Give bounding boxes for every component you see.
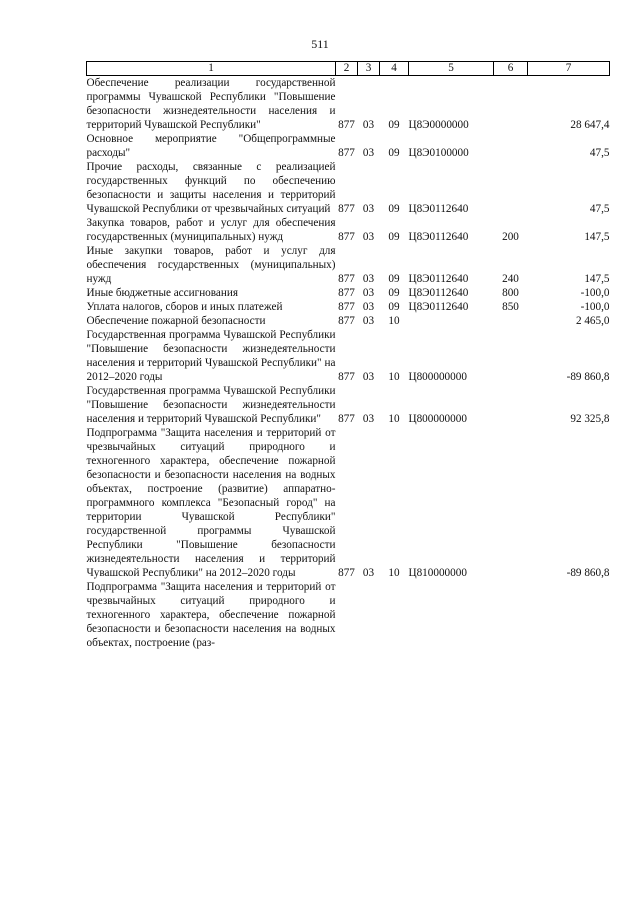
table-row [87,328,610,384]
row-section: 03 [362,413,375,425]
table-row [87,244,610,286]
budget-table [86,61,610,650]
row-subsection: 10 [388,567,400,579]
page-number: 511 [311,37,329,51]
row-subsection: 09 [388,203,400,215]
row-target-article: Ц8Э0112640 [408,287,469,299]
row-amount: 147,5 [584,273,610,285]
row-name: Закупка товаров, работ и услуг для обеспечения государственных (муниципальных) нужд [86,217,336,243]
row-ministry: 877 [338,203,355,215]
row-section: 03 [362,203,375,215]
row-amount: -100,0 [580,301,610,313]
table-row [87,580,610,650]
row-section [358,580,380,650]
row-name: Обеспечение пожарной безопасности [86,315,266,327]
row-expense-type [494,328,528,384]
row-name: Государственная программа Чувашской Республики "Повышение безопасности жизнедеятельности населения и территорий Чувашской Республики" на 2012–2020 годы [86,329,336,383]
row-name: Уплата налогов, сборов и иных платежей [86,301,283,313]
table-row [87,314,610,328]
row-section: 03 [362,301,375,313]
row-target-article: Ц810000000 [408,567,467,579]
row-expense-type: 240 [502,273,519,285]
row-target-article: Ц8Э0112640 [408,301,469,313]
row-subsection: 10 [388,315,400,327]
row-name: Иные бюджетные ассигнования [86,287,238,299]
row-ministry: 877 [338,301,355,313]
row-ministry: 877 [338,567,355,579]
row-subsection: 09 [388,119,400,131]
row-name: Государственная программа Чувашской Республики "Повышение безопасности жизнедеятельности населения и территорий Чувашской Республики" [86,385,336,425]
row-target-article: Ц800000000 [408,371,467,383]
col-header-subsection: 4 [380,62,409,76]
row-subsection: 09 [388,231,400,243]
row-amount: 2 465,0 [575,315,610,327]
row-ministry: 877 [338,413,355,425]
row-target-article: Ц800000000 [408,413,467,425]
row-target-article: Ц8Э0112640 [408,203,469,215]
row-amount [528,580,610,650]
row-target-article [409,314,494,328]
table-row [87,426,610,580]
table-row [87,132,610,160]
row-amount: -89 860,8 [566,371,610,383]
row-amount: 47,5 [589,147,610,159]
row-ministry: 877 [338,371,355,383]
row-amount: -100,0 [580,287,610,299]
row-section: 03 [362,147,375,159]
table-row [87,300,610,314]
row-amount: 47,5 [589,203,610,215]
row-name: Основное мероприятие "Общепрограммные расходы" [86,133,336,159]
row-target-article: Ц8Э0112640 [408,273,469,285]
row-ministry: 877 [338,273,355,285]
row-expense-type [494,314,528,328]
row-target-article: Ц8Э0100000 [408,147,469,159]
row-subsection: 09 [388,147,400,159]
row-name: Иные закупки товаров, работ и услуг для обеспечения государственных (муниципальных) нужд [86,245,336,285]
row-target-article: Ц8Э0000000 [408,119,469,131]
row-amount: 92 325,8 [570,413,610,425]
row-expense-type: 200 [502,231,519,243]
row-section: 03 [362,273,375,285]
row-ministry: 877 [338,315,355,327]
table-row [87,160,610,216]
row-section: 03 [362,315,375,327]
table-row [87,76,610,133]
row-expense-type [494,580,528,650]
col-header-expense-type: 6 [494,62,528,76]
row-name: Обеспечение реализации государственной программы Чувашской Республики "Повышение безопасности жизнедеятельности населения и территорий Чувашской Республики" [86,77,336,131]
row-expense-type [494,160,528,216]
row-expense-type [494,76,528,133]
row-expense-type: 800 [502,287,519,299]
table-row [87,216,610,244]
row-subsection [380,580,409,650]
row-subsection: 09 [388,273,400,285]
row-ministry: 877 [338,287,355,299]
row-name: Прочие расходы, связанные с реализацией государственных функций по обеспечению безопасности и защиты населения и территорий Чувашской Республики от чрезвычайных ситуаций [86,161,336,215]
row-amount: -89 860,8 [566,567,610,579]
row-ministry: 877 [338,147,355,159]
row-section: 03 [362,287,375,299]
row-subsection: 10 [388,371,400,383]
row-ministry: 877 [338,231,355,243]
col-header-section: 3 [358,62,380,76]
row-target-article: Ц8Э0112640 [408,231,469,243]
row-expense-type [494,426,528,580]
col-header-name: 1 [87,62,336,76]
table-row [87,384,610,426]
row-expense-type [494,384,528,426]
row-expense-type [494,132,528,160]
row-amount: 147,5 [584,231,610,243]
row-subsection: 09 [388,301,400,313]
row-section: 03 [362,567,375,579]
row-section: 03 [362,119,375,131]
row-expense-type: 850 [502,301,519,313]
row-name: Подпрограмма "Защита населения и территорий от чрезвычайных ситуаций природного и техногенного характера, обеспечение пожарной безопасности и безопасности населения на водных объектах, построение (раз- [86,581,336,649]
row-subsection: 09 [388,287,400,299]
table-row [87,286,610,300]
col-header-amount: 7 [528,62,610,76]
col-header-target-article: 5 [409,62,494,76]
row-subsection: 10 [388,413,400,425]
row-target-article [409,580,494,650]
row-section: 03 [362,371,375,383]
row-ministry: 877 [338,119,355,131]
row-ministry [336,580,358,650]
header-row [87,62,610,76]
row-amount: 28 647,4 [570,119,610,131]
col-header-ministry: 2 [336,62,358,76]
row-section: 03 [362,231,375,243]
row-name: Подпрограмма "Защита населения и территорий от чрезвычайных ситуаций природного и техногенного характера, обеспечение пожарной безопасности и безопасности населения на водных объектах, построение (развитие) аппаратно-программного комплекса "Безопасный город" на территории Чувашской Республики" государственной программы Чувашской Республики "Повышение безопасности жизнедеятельности населения и территорий Чувашской Республики" на 2012–2020 годы [86,427,336,579]
